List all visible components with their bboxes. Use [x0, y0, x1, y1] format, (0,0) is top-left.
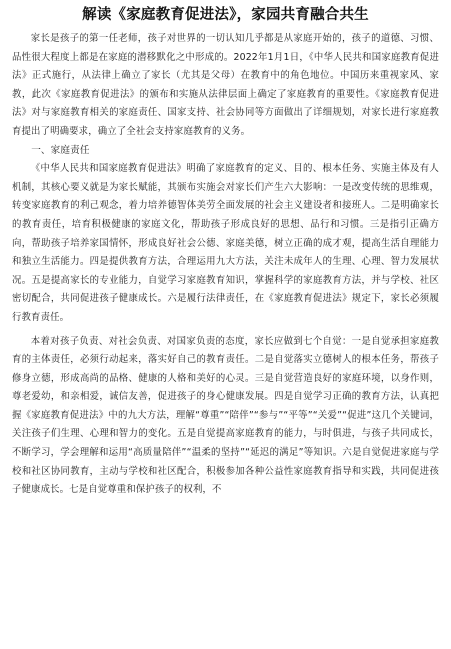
section1-paragraph-2: 本着对孩子负责、对社会负责、对国家负责的态度，家长应做到七个自觉：一是自觉承担家庭教育的主体责任，必须行动起来，落实好自己的教育责任。二是自觉落实立德树人的根本任务，帮孩子修身立德，形成高尚的品格、健康的人格和美好的心灵。三是自觉营造良好的家庭环境，以身作则，尊老爱幼，和亲相爱，诚信友善，促进孩子的身心健康发展。四是自觉学习正确的教育方法，认真把握《家庭教育促进法》中的九大方法，理解“尊重”“陪伴”“参与”“平等”“关爱”“促进”这几个关键词，关注孩子们生理、心理和智力的变化。五是自觉提高家庭教育的能力，与时俱进，与孩子共同成长，不断学习，学会理解和运用“高质量陪伴”“温柔的坚持”“延迟的满足”等知识。六是自觉促进家庭与学校和社区协同教育，主动与学校和社区配合，积极参加各种公益性家庭教育指导和实践，共同促进孩子健康成长。七是自觉尊重和保护孩子的权利，不: [12, 335, 439, 496]
intro-paragraph: 家长是孩子的第一任老师，孩子对世界的一切认知几乎都是从家庭开始的，孩子的道德、习惯、品性很大程度上都是在家庭的潜移默化之中形成的。2022年1月1日，《中华人民共和国家庭教育促进法》正式施行，从法律上确立了家长（尤其是父母）在教育中的角色地位。中国历来重视家风、家教，此次《家庭教育促进法》的颁布和实施从法律层面上确定了家庭教育的重要性。《家庭教育促进法》对与家庭教育相关的家庭责任、国家支持、社会协同等方面做出了详细规划，对家长进行家庭教育提出了明确要求，确立了全社会支持家庭教育的义务。: [12, 33, 439, 137]
document-title: 解读《家庭教育促进法》，家园共育融合共生: [82, 7, 369, 23]
section1-paragraph-1: 《中华人民共和国家庭教育促进法》明确了家庭教育的定义、目的、根本任务、实施主体及有人机制，其核心要义就是为家长赋能，其颁布实施会对家长们产生六大影响：一是改变传统的思维观，转变家庭教育的利己观念，着力培养德智体美劳全面发展的社会主义建设者和接班人。二是明确家长的教育责任，培育积极健康的家庭文化，帮助孩子形成良好的思想、品行和习惯。三是指引正确方向，帮助孩子培养家国情怀，形成良好社会公德、家庭美德，树立正确的成才观，提高生活自理能力和独立生活能力。四是提供教育方法，合理运用九大方法，关注未成年人的生理、心理、智力发展状况。五是提高家长的专业能力，自觉学习家庭教育知识，掌握科学的家庭教育方法，并与学校、社区密切配合，共同促进孩子健康成长。六是履行法律责任，在《家庭教育促进法》规定下，家长必须履行教育责任。: [12, 163, 439, 323]
section-heading-family-responsibility: 一、家庭责任: [31, 144, 90, 156]
